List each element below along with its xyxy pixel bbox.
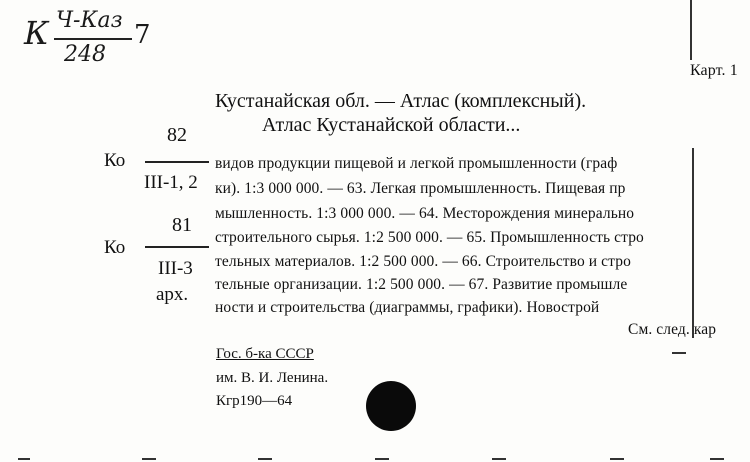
handwritten-fraction-line — [54, 38, 132, 40]
shelfmark-1-bottom: III-1, 2 — [144, 172, 198, 193]
library-line-3: Кгр190—64 — [216, 393, 293, 409]
see-next: См. след. кар — [628, 321, 717, 338]
body-line-7: ности и строительства (диаграммы, графики). Новострой — [215, 299, 600, 316]
handwritten-suffix: 7 — [134, 20, 151, 50]
bottom-dash — [492, 458, 506, 460]
card-label: Карт. 1 — [690, 62, 738, 79]
shelfmark-1-prefix: Ко — [104, 150, 126, 171]
library-line-2: им. В. И. Ленина. — [216, 370, 329, 386]
handwritten-prefix: К — [24, 14, 49, 52]
shelfmark-2-line — [145, 246, 209, 248]
body-line-2: ки). 1:3 000 000. — 63. Легкая промышленность. Пищевая пр — [215, 180, 626, 197]
bottom-dash — [142, 458, 156, 460]
body-line-6: тельные организации. 1:2 500 000. — 67. Развитие промышле — [215, 276, 628, 293]
bottom-dash — [710, 458, 724, 460]
shelf-note: арх. — [156, 284, 189, 305]
continuation-dash — [672, 352, 686, 354]
shelfmark-2-bottom: III-3 — [158, 258, 193, 279]
title-line-1: Кустанайская обл. — Атлас (комплексный). — [215, 90, 587, 112]
card-edge-line — [690, 0, 692, 60]
handwritten-numerator: Ч-Каз — [56, 8, 123, 33]
shelfmark-1-line — [145, 161, 209, 163]
body-line-3: мышленность. 1:3 000 000. — 64. Месторождения минерально — [215, 205, 635, 222]
bottom-dash — [375, 458, 389, 460]
bottom-dash — [258, 458, 272, 460]
body-line-4: строительного сырья. 1:2 500 000. — 65. Промышленность стро — [215, 229, 644, 246]
shelfmark-2-top: 81 — [172, 214, 192, 236]
card-edge-line-lower — [692, 148, 694, 338]
body-line-5: тельных материалов. 1:2 500 000. — 66. Строительство и стро — [215, 253, 631, 270]
handwritten-denominator: 248 — [64, 42, 106, 67]
body-line-1: видов продукции пищевой и легкой промышленности (граф — [215, 155, 618, 172]
title-line-2: Атлас Кустанайской области... — [262, 114, 521, 136]
library-line-1: Гос. б-ка СССР — [216, 346, 314, 362]
shelfmark-2-prefix: Ко — [104, 237, 126, 258]
shelfmark-1-top: 82 — [167, 124, 187, 146]
bottom-dash — [18, 458, 30, 460]
bottom-dash — [610, 458, 624, 460]
card-punch-hole — [366, 381, 416, 431]
